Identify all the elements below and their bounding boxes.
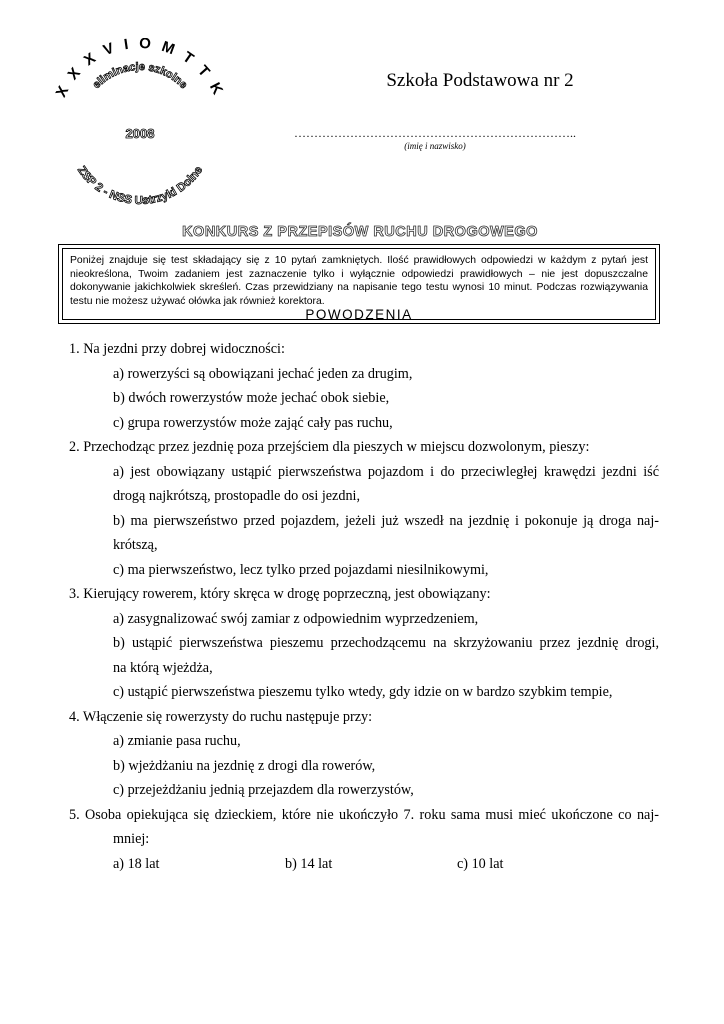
answer-option[interactable]: b) ma pierwszeństwo przed pojazdem, jeżeli już wszedł na jezdnię i pokonuje ją droga naj- [113,512,659,529]
question-text: 1. Na jezdni przy dobrej widoczności: [69,341,285,357]
question-3 [69,582,659,705]
school-name: Szkoła Podstawowa nr 2 [386,70,574,91]
answer-option[interactable]: a) zmianie pasa ruchu, [113,733,241,749]
question-2 [69,435,659,582]
answer-option[interactable]: b) 14 lat [285,855,333,872]
question-1 [69,337,659,435]
answer-option[interactable]: a) zasygnalizować swój zamiar z odpowiednim wyprzedzeniem, [113,610,479,627]
answer-option[interactable]: b) dwóch rowerzystów może jechać obok siebie, [113,390,390,406]
answer-option[interactable]: a) jest obowiązany ustąpić pierwszeństwa pojazdom i do przeciwległej krawędzi jezdni iść [113,463,659,480]
answer-option[interactable]: c) przejeżdżaniu jednią przejazdem dla rowerzystów, [113,782,414,798]
answer-option[interactable]: a) 18 lat [113,855,160,872]
answer-option[interactable]: b) wjeżdżaniu na jezdnię z drogi dla rowerów, [113,757,376,774]
logo-year: 2008 [125,126,155,141]
name-caption: (imię i nazwisko) [404,141,466,151]
answer-option[interactable]: c) ustąpić pierwszeństwa pieszemu tylko wtedy, gdy idzie on w bardzo szybkim tempie, [113,684,613,700]
question-text: mniej: [113,831,150,847]
contest-title-text: KONKURS Z PRZEPISÓW RUCHU DROGOWEGO [182,224,538,240]
good-luck-text: POWODZENIA [305,307,413,322]
answer-option[interactable]: c) ma pierwszeństwo, lecz tylko przed pojazdami niesilnikowymi, [113,561,489,578]
question-text: 5. Osoba opiekująca się dzieckiem, które nie ukończyło 7. roku sama musi mieć ukończone co naj- [69,806,659,823]
contest-title [130,216,590,246]
question-text: 2. Przechodząc przez jezdnię poza przejściem dla pieszych w miejscu dozwolonym, pieszy: [69,439,590,455]
questions-list [69,337,659,876]
answer-option[interactable]: drogą najkrótszą, prostopadle do osi jezdni, [113,488,361,504]
logo-top-arc-text: X X X V I O M T T K [52,38,228,101]
question-text: 4. Włączenie się rowerzysty do ruchu następuje przy: [69,708,373,725]
logo-bottom-arc-text: ZSP 2 - NSS Ustrzyki Dolne [74,164,206,208]
answer-option[interactable]: a) rowerzyści są obowiązani jechać jeden za drugim, [113,365,413,382]
answer-option[interactable]: b) ustąpić pierwszeństwa pieszemu przechodzącemu na skrzyżowaniu przez jezdnię drogi, [113,635,659,651]
logo-middle-arc-text: eliminacje szkolne [90,60,190,92]
instructions-text: Poniżej znajduje się test składający się z 10 pytań zamkniętych. Ilość prawidłowych odpowiedzi w każdym z pytań jest nieokreślona, Twoim zadaniem jest zaznaczenie tylko i wyłącznie odpowiedzi prawidłowych – nie jest dopuszczalne dokonywanie jakichkolwiek skreśleń. Czas przewidziany na napisanie tego testu wynosi 10 minut. Podczas rozwiązywania testu nie możesz używać ołówka jak również korektora. [70,255,648,307]
question-text: 3. Kierujący rowerem, który skręca w drogę poprzeczną, jest obowiązany: [69,586,491,602]
question-5 [69,803,659,877]
answer-option[interactable]: krótszą, [113,537,158,553]
instructions-box [58,244,660,324]
answer-option[interactable]: c) 10 lat [457,855,504,872]
answer-option[interactable]: na którą wjeżdża, [113,659,213,676]
question-4 [69,705,659,803]
name-entry-line: …………………………………………………………….. [294,126,576,140]
instructions-inner-frame [62,248,656,320]
answer-option[interactable]: c) grupa rowerzystów może zająć cały pas ruchu, [113,414,393,431]
contest-logo-stamp [40,38,240,218]
answer-options-row [69,852,659,877]
